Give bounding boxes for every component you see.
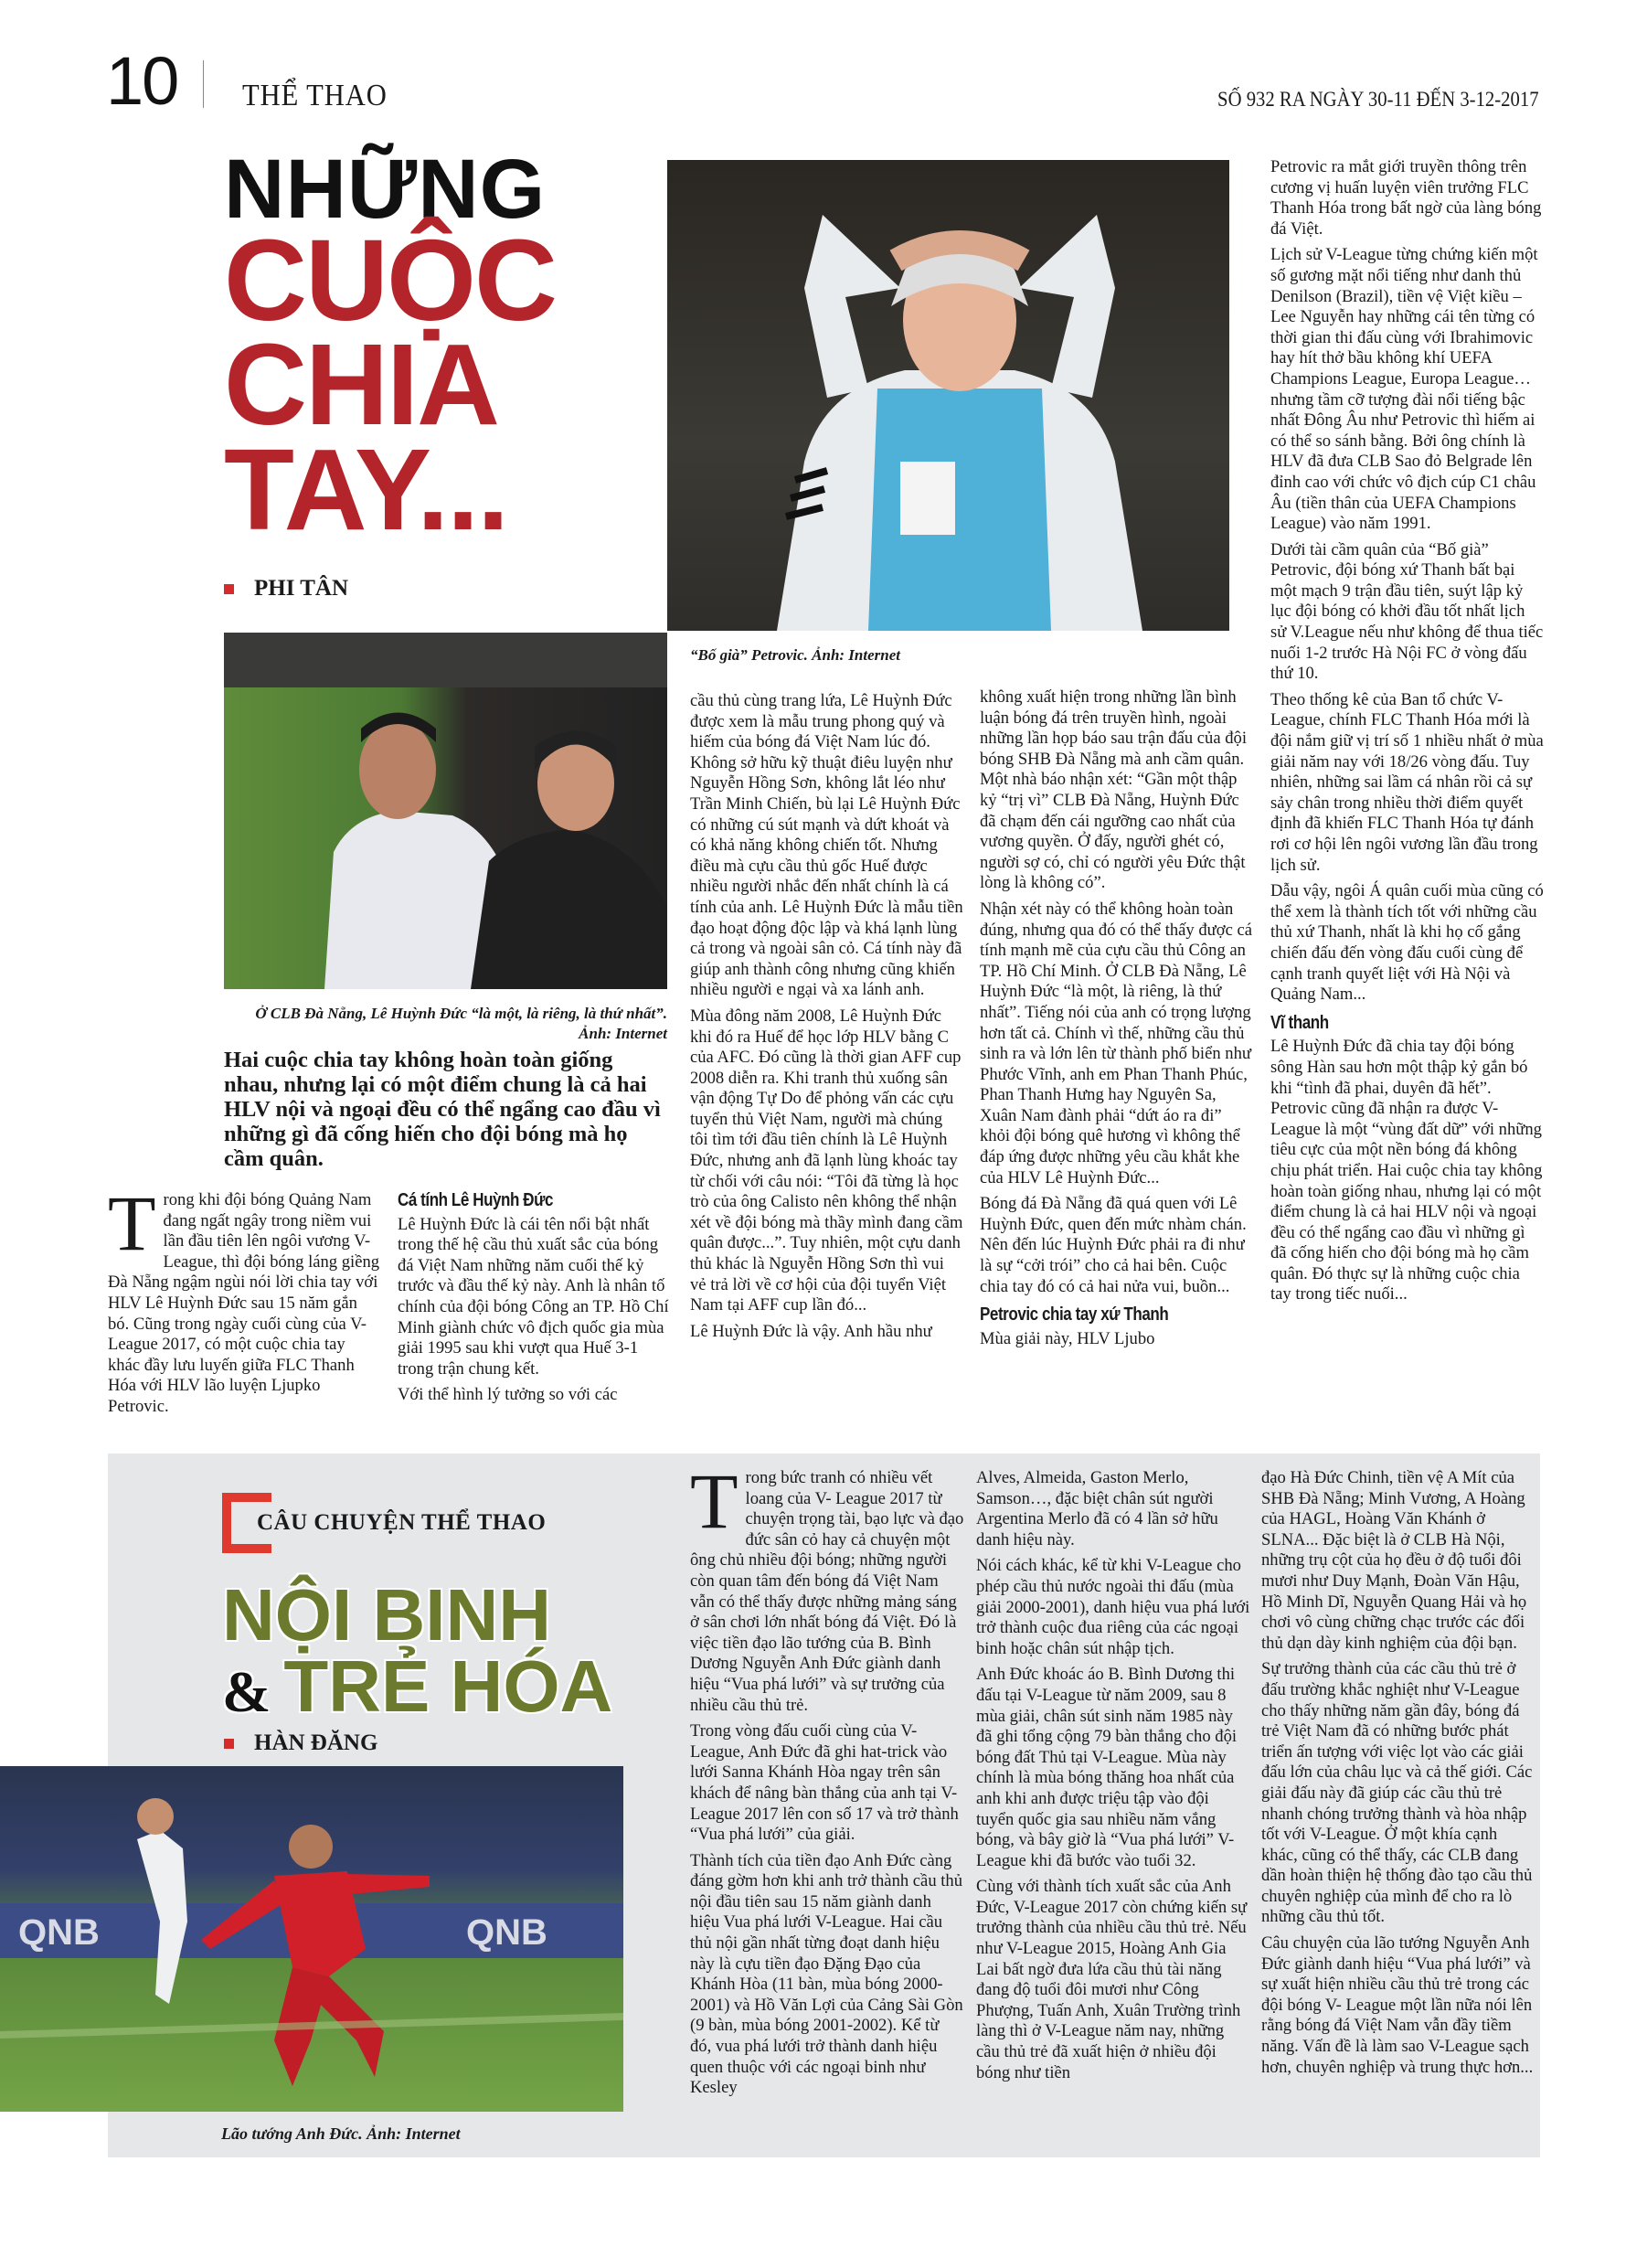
le-huynh-duc-photo-caption: Ở CLB Đà Nẵng, Lê Huỳnh Đức “là một, là riêng, là thứ nhất”. Ảnh: Internet bbox=[255, 1005, 667, 1042]
paragraph-text: rong bức tranh có nhiều vết loang của V- League 2017 từ chuyện trọng tài, bạo lực và đạo đức sân cỏ hay cả chuyện một ông chủ nhiều đội bóng; những người còn quan tâm đến bóng đá Việt Nam vẫn có thể thấy được những mảng sáng ở sân chơi lớn nhất bóng đá Việt. Đó là việc tiền đạo lão tướng của B. Bình Dương Nguyễn Anh Đức giành danh hiệu “Vua phá lưới” và sự trưởng của nhiều cầu thủ trẻ. bbox=[690, 1468, 964, 1715]
headline-line-2: TRẺ HÓA bbox=[283, 1645, 613, 1727]
paragraph: Mùa đông năm 2008, Lê Huỳnh Đức khi đó ra Huế để học lớp HLV bằng C của AFC. Đó cũng là thời gian AFF cup 2008 diễn ra. Khi tranh thủ xuống sân vận động Tự Do để phỏng vấn các cựu tuyển thủ Việt Nam, người mà chúng tôi tìm tới đầu tiên chính là Lê Huỳnh Đức, nhưng anh đã lạnh lùng khoác tay từ chối với câu nói: “Tôi đã từng là học trò của ông Calisto nên không thể nhận xét về đội bóng mà thầy mình đang cầm quân được...”. Tuy nhiên, một cựu danh thủ khác là Nguyễn Hồng Sơn thì vui vẻ trả lời về cơ hội của đội tuyển Việt Nam tại AFF cup lần đó... bbox=[690, 1006, 963, 1315]
bullet-square-icon bbox=[224, 1739, 234, 1749]
ad-board-text: QNB bbox=[18, 1912, 100, 1953]
paragraph: Petrovic ra mắt giới truyền thông trên cương vị huấn luyện viên trưởng FLC Thanh Hóa trong bất ngờ của làng bóng đá Việt. bbox=[1270, 157, 1542, 239]
article1-column-5 bbox=[1270, 157, 1545, 1311]
paragraph: Mùa giải này, HLV Ljubo bbox=[980, 1328, 1155, 1348]
header-divider bbox=[203, 60, 204, 108]
paragraph: Với thể hình lý tưởng so với các bbox=[398, 1385, 618, 1405]
petrovic-photo bbox=[667, 160, 1229, 631]
paragraph: Lê Huỳnh Đức đã chia tay đội bóng sông Hàn sau hơn một thập kỷ gắn bó khi “tình đã phai, duyên đã hết”. Petrovic cũng đã nhận ra được V-League là một “vùng đất dữ” với những tiêu cực của một nền bóng đá không chịu phát triển. Hai cuộc chia tay không hoàn toàn giống nhau, nhưng lại có một điểm chung là cả hai HLV nội và ngoại đều có thể ngẩng cao đầu vì những gì đã cống hiến cho đội bóng mà họ cầm quân. Đó thực sự là những cuộc chia tay trong tiếc nuối... bbox=[1270, 1037, 1543, 1304]
section-name: THỂ THAO bbox=[242, 79, 388, 112]
article1-byline bbox=[224, 576, 348, 602]
anh-duc-photo-illustration bbox=[0, 1766, 623, 2112]
headline-line-1: NHỮNG bbox=[224, 143, 547, 236]
paragraph: Nói cách khác, kể từ khi V-League cho phép cầu thủ nước ngoài thi đấu (mùa giải 2000-2001), danh hiệu vua phá lưới trở thành cuộc đua riêng của các ngoại binh hoặc chân sút nhập tịch. bbox=[976, 1556, 1250, 1658]
paragraph: Thành tích của tiền đạo Anh Đức càng đáng gờm hơn khi anh trở thành cầu thủ nội đầu tiên sau 15 năm giành danh hiệu Vua phá lưới V-League. Hai cầu thủ nội gần nhất từng đoạt danh hiệu này là cựu tiền đạo Đặng Đạo của Khánh Hòa (11 bàn, mùa bóng 2000-2001) và Hồ Văn Lợi của Cảng Sài Gòn (9 bàn, mùa bóng 2001-2002). Kể từ đó, vua phá lưới trở thành danh hiệu quen thuộc với các ngoại binh như Kesley bbox=[690, 1850, 963, 2098]
paragraph: Anh Đức khoác áo B. Bình Dương thi đấu tại V-League từ năm 2009, sau 8 mùa giải, chân sút sinh năm 1985 này đã ghi tổng cộng 79 bàn thắng cho đội bóng đất Thủ tại V-League. Mùa này chính là mùa bóng thăng hoa nhất của anh khi anh được triệu tập vào đội tuyển quốc gia sau nhiều năm vắng bóng, và bây giờ là “Vua phá lưới” V- League khi đã bước vào tuổi 32. bbox=[976, 1665, 1238, 1870]
paragraph: Bóng đá Đà Nẵng đã quá quen với Lê Huỳnh Đức, quen đến mức nhàm chán. Nên đến lúc Huỳnh Đức phải ra đi như là sự “cởi trói” cho cả hai bên. Cuộc chia tay đó có cả hai nửa vui, buồn... bbox=[980, 1194, 1247, 1296]
paragraph: Câu chuyện của lão tướng Nguyễn Anh Đức giành danh hiệu “Vua phá lưới” và sự xuất hiện nhiều cầu thủ trẻ trong các đội bóng V- League một lần nữa nói lên rằng bóng đá Việt Nam vẫn đầy tiềm năng. Vấn đề là làm sao V-League sạch hơn, chuyên nghiệp và trung thực hơn... bbox=[1261, 1933, 1534, 2077]
headline-line-2: CUỘC bbox=[224, 216, 556, 346]
author-name: HÀN ĐĂNG bbox=[254, 1730, 378, 1755]
anh-duc-photo-caption: Lão tướng Anh Đức. Ảnh: Internet bbox=[221, 2124, 461, 2143]
bullet-square-icon bbox=[224, 584, 234, 594]
anh-duc-photo bbox=[0, 1766, 623, 2112]
article1-column-3 bbox=[690, 691, 964, 1347]
author-name: PHI TÂN bbox=[254, 576, 349, 601]
article2-byline bbox=[224, 1730, 377, 1756]
ad-board-text-2: QNB bbox=[466, 1912, 547, 1953]
paragraph: Sự trưởng thành của các cầu thủ trẻ ở đấu trường khắc nghiệt như V-League cho thấy những năm gần đây, bóng đá trẻ Việt Nam đã có những bước phát triển ấn tượng với việc lọt vào các giải đấu lớn của châu lục và cả thế giới. Các giải đấu này đã giúp các cầu thủ trẻ nhanh chóng trưởng thành và hòa nhập tốt với V-League. Ở một khía cạnh khác, cũng có thể thấy, các CLB đang dần hoàn thiện hệ thống đào tạo cầu thủ chuyên nghiệp của mình để cho ra lò những cầu thủ tốt. bbox=[1261, 1659, 1533, 1927]
paragraph: Lê Huỳnh Đức là vậy. Anh hầu như bbox=[690, 1321, 932, 1341]
issue-date: SỐ 932 RA NGÀY 30-11 ĐẾN 3-12-2017 bbox=[1217, 88, 1539, 111]
headline-line-1: NỘI BINH bbox=[222, 1574, 551, 1656]
article1-column-2 bbox=[398, 1183, 672, 1411]
paragraph bbox=[108, 1179, 380, 1418]
paragraph: Cùng với thành tích xuất sắc của Anh Đức, V-League 2017 còn chứng kiến sự trưởng thành của nhiều cầu thủ trẻ. Nếu như V-League 2015, Hoàng Anh Gia Lai bất ngờ đưa lứa cầu thủ tài năng đang độ tuổi đôi mươi như Công Phượng, Tuấn Anh, Xuân Trường trình làng thì ở V-League năm nay, những cầu thủ trẻ đã xuất hiện ở nhiều đội bóng như tiền bbox=[976, 1877, 1248, 2082]
petrovic-photo-caption: “Bố già” Petrovic. Ảnh: Internet bbox=[690, 646, 900, 664]
paragraph bbox=[690, 1457, 964, 1716]
subheading: Cá tính Lê Huỳnh Đức bbox=[398, 1190, 554, 1210]
paragraph-text: rong khi đội bóng Quảng Nam đang ngất ngây trong niềm vui lần đầu tiên lên ngôi vương V-League, thì đội bóng láng giềng Đà Nẵng ngậm ngùi nói lời chia tay với HLV Lê Huỳnh Đức sau 15 năm gắn bó. Cũng trong ngày cuối cùng của V-League 2017, có một cuộc chia tay khác đầy lưu luyến giữa FLC Thanh Hóa với HLV lão luyện Ljupko Petrovic. bbox=[108, 1190, 380, 1416]
paragraph: Theo thống kê của Ban tổ chức V-League, chính FLC Thanh Hóa mới là đội nắm giữ vị trí số 1 nhiều nhất ở mùa giải năm nay với 18/26 vòng đấu. Tuy nhiên, những sai lầm cá nhân rồi cả sự sảy chân trong nhiều thời điểm quyết định đã khiến FLC Thanh Hóa tự đánh rơi cơ hội lên ngôi vương lần đầu trong lịch sử. bbox=[1270, 689, 1544, 875]
paragraph: Dẫu vậy, ngôi Á quân cuối mùa cũng có thể xem là thành tích tốt với những cầu thủ xứ Thanh, nhất là khi họ cố gắng chiến đấu đến vòng đấu cuối cùng để cạnh tranh quyết liệt với Hà Nội và Quảng Nam... bbox=[1270, 881, 1544, 1005]
paragraph: không xuất hiện trong những lần bình luận bóng đá trên truyền hình, ngoài những lần họp báo sau trận đấu của đội bóng SHB Đà Nẵng mà anh cầm quân. Một nhà báo nhận xét: “Gần một thập kỷ “trị vì” CLB Đà Nẵng, Huỳnh Đức đã chạm đến cái ngưỡng cao nhất của vương quyền. Ở đấy, người ghét có, người sợ có, chỉ có người yêu Đức thật lòng là không có”. bbox=[980, 687, 1248, 893]
petrovic-photo-illustration bbox=[667, 160, 1229, 631]
article2-column-1 bbox=[690, 1457, 964, 2104]
drop-cap: T bbox=[108, 1179, 156, 1267]
paragraph: Trong vòng đấu cuối cùng của V-League, Anh Đức đã ghi hat-trick vào lưới Sanna Khánh Hòa ngay trên sân khách để nâng bàn thắng của anh tại V-League 2017 lên con số 17 và trở thành “Vua phá lưới” của giải. bbox=[690, 1721, 959, 1845]
paragraph: Nhận xét này có thể không hoàn toàn đúng, nhưng qua đó có thể thấy được cá tính mạnh mẽ của cựu cầu thủ Công an TP. Hồ Chí Minh. Ở CLB Đà Nẵng, Lê Huỳnh Đức “là một, là riêng, là thứ nhất”. Tiếng nói của anh có trọng lượng hơn tất cả. Chính vì thế, những cầu thủ sinh ra và lớn lên từ thành phố biển như Phước Vĩnh, anh em Phan Thanh Phúc, Phan Thanh Hưng hay Nguyên Sa, Xuân Nam đành phải “dứt áo ra đi” khỏi đội bóng quê hương vì không thể đáp ứng được những yêu cầu khắt khe của HLV Lê Huỳnh Đức... bbox=[980, 899, 1252, 1187]
article2-kicker: CÂU CHUYỆN THỂ THAO bbox=[257, 1510, 547, 1535]
article2-column-3 bbox=[1261, 1468, 1535, 2083]
article2-headline bbox=[222, 1574, 613, 1728]
paragraph: Lê Huỳnh Đức là cái tên nổi bật nhất trong thế hệ cầu thủ xuất sắc của bóng đá Việt Nam những năm cuối thế kỷ trước và đầu thế kỷ này. Anh là nhân tố chính của đội bóng Công an TP. Hồ Chí Minh giành chức vô địch quốc gia mùa giải 1995 sau khi vượt qua Huế 3-1 trong trận chung kết. bbox=[398, 1214, 669, 1379]
paragraph: Alves, Almeida, Gaston Merlo, Samson…, đặc biệt chân sút người Argentina Merlo đã có 4 lần sở hữu danh hiệu này. bbox=[976, 1468, 1218, 1549]
article1-column-1 bbox=[108, 1179, 380, 1423]
paragraph: Dưới tài cầm quân của “Bố già” Petrovic, đội bóng xứ Thanh bất bại một mạch 9 trận đầu tiên, suýt lập kỷ lục đội bóng có khởi đầu tốt nhất lịch sử V.League nếu như không để thua tiếc nuối 1-2 trước Hà Nội FC ở vòng đấu thứ 10. bbox=[1270, 539, 1544, 684]
article1-column-4 bbox=[980, 687, 1254, 1355]
article1-headline bbox=[224, 143, 556, 554]
article2-column-2 bbox=[976, 1468, 1250, 2089]
drop-cap: T bbox=[690, 1457, 738, 1545]
le-huynh-duc-photo bbox=[224, 633, 667, 989]
headline-line-4: TAY... bbox=[224, 424, 508, 554]
le-huynh-duc-photo-illustration bbox=[224, 633, 667, 989]
paragraph: cầu thủ cùng trang lứa, Lê Huỳnh Đức được xem là mẫu trung phong quý và hiếm của bóng đá Việt Nam lúc đó. Không sở hữu kỹ thuật điêu luyện như Nguyễn Hồng Sơn, không lắt léo như Trần Minh Chiến, bù lại Lê Huỳnh Đức có những cú sút mạnh và dứt khoát và có khả năng không chiến tốt. Nhưng điều mà cựu cầu thủ gốc Huế được nhiều người nhắc đến nhất chính là cá tính của anh. Lê Huỳnh Đức là mẫu tiền đạo hoạt động độc lập và khá lạnh lùng cả trong và ngoài sân cỏ. Cá tính này đã giúp anh thành công nhưng cũng khiến nhiều người e ngại và xa lánh anh. bbox=[690, 691, 963, 1000]
article1-lead: Hai cuộc chia tay không hoàn toàn giống nhau, nhưng lại có một điểm chung là cả hai HLV nội và ngoại đều có thể ngẩng cao đầu vì những gì đã cống hiến cho đội bóng mà họ cầm quân. bbox=[224, 1048, 661, 1171]
subheading: Vĩ thanh bbox=[1270, 1012, 1329, 1033]
headline-line-3: CHIA bbox=[224, 320, 498, 450]
subheading: Petrovic chia tay xứ Thanh bbox=[980, 1304, 1169, 1326]
paragraph: Lịch sử V-League từng chứng kiến một số gương mặt nổi tiếng như danh thủ Denilson (Brazil), tiền vệ Việt kiều – Lee Nguyễn hay những cái tên từng có thời gian thi đấu cùng với Ibrahimovic hay hít thở bầu không khí UEFA Champions League, Europa League… nhưng tầm cỡ tượng đài nổi tiếng bậc nhất Đông Âu như Petrovic thì hiếm ai có thể so sánh bằng. Bởi ông chính là HLV đã đưa CLB Sao đỏ Belgrade lên đỉnh cao với chức vô địch cúp C1 châu Âu (tiền thân của UEFA Champions League) vào năm 1991. bbox=[1270, 245, 1538, 534]
paragraph: đạo Hà Đức Chinh, tiền vệ A Mít của SHB Đà Nẵng; Minh Vương, A Hoàng của HAGL, Hoàng Văn Khánh ở SLNA... Đặc biệt là ở CLB Hà Nội, những trụ cột của họ đều ở độ tuổi đôi mươi như Duy Mạnh, Đoàn Văn Hậu, Hồ Minh Dĩ, Nguyễn Quang Hải và họ chơi vô cùng chững chạc trước các đối thủ dạn dày kinh nghiệm của đội bạn. bbox=[1261, 1468, 1527, 1653]
page-number: 10 bbox=[106, 43, 178, 119]
ampersand: & bbox=[222, 1659, 271, 1724]
